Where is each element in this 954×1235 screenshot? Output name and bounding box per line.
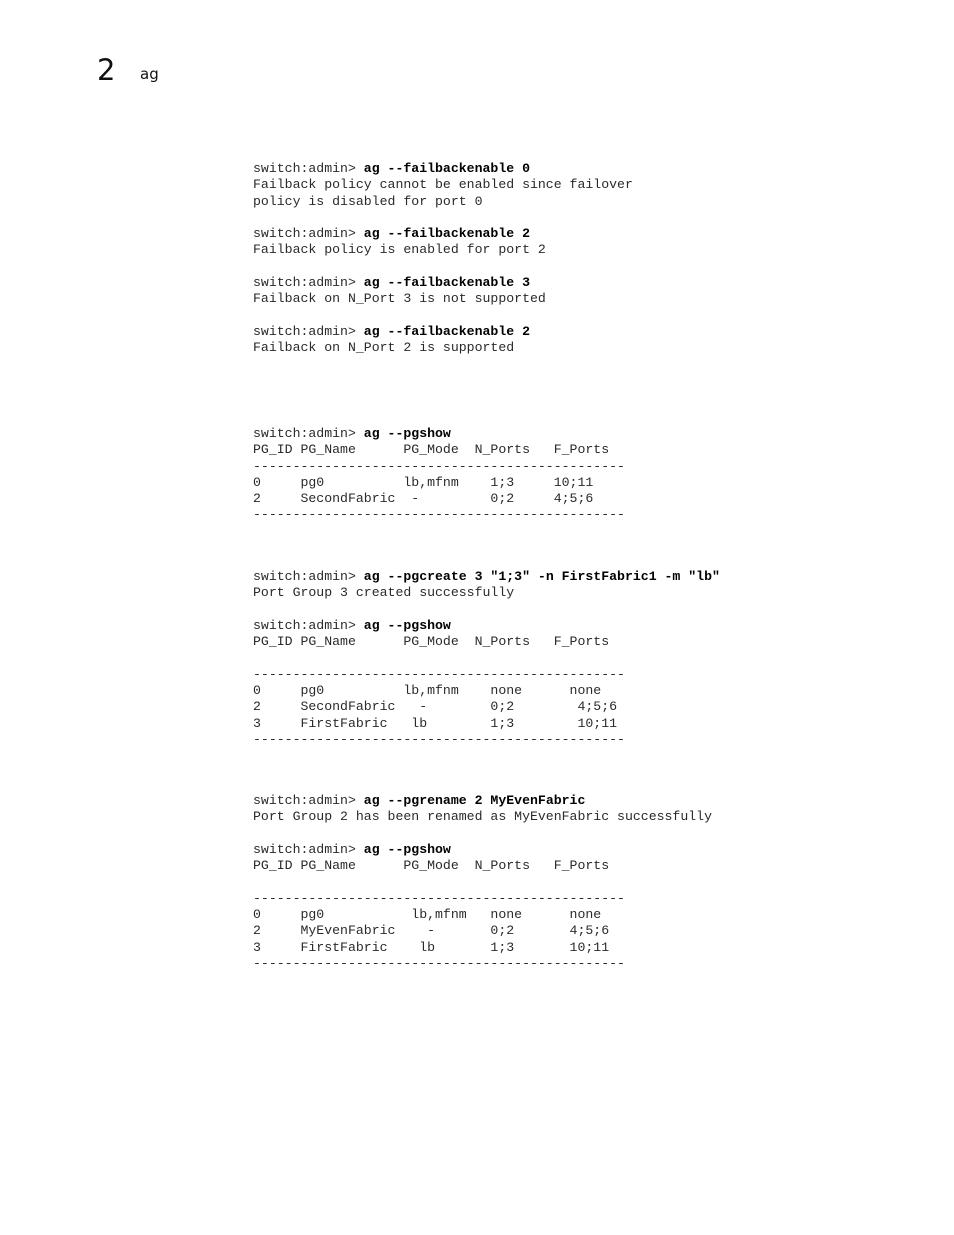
shell-prompt: switch:admin> xyxy=(253,323,364,339)
output-line: ----------------------------------------------- xyxy=(253,731,625,747)
shell-prompt: switch:admin> xyxy=(253,161,364,176)
command-line xyxy=(253,569,720,585)
command-text: ag --pgshow xyxy=(363,617,451,633)
command-text: ag --failbackenable 2 xyxy=(363,226,530,242)
command-text: ag --pgrename 2 MyEvenFabric xyxy=(363,793,586,808)
output-line: ----------------------------------------------- xyxy=(253,890,625,906)
shell-prompt: switch:admin> xyxy=(253,841,364,857)
command-line xyxy=(253,618,720,634)
command-text: ag --failbackenable 3 xyxy=(363,275,530,291)
output-line: policy is disabled for port 0 xyxy=(253,193,483,209)
shell-prompt: switch:admin> xyxy=(253,426,364,441)
failback-example-block xyxy=(253,161,633,357)
output-line: PG_ID PG_Name PG_Mode N_Ports F_Ports xyxy=(253,858,610,874)
command-line xyxy=(253,426,625,442)
blank-line xyxy=(253,602,720,618)
command-line xyxy=(253,793,712,809)
pgshow-example-block xyxy=(253,426,625,524)
output-line: 0 pg0 lb,mfnm none none xyxy=(253,683,602,699)
shell-prompt: switch:admin> xyxy=(253,275,364,291)
shell-prompt: switch:admin> xyxy=(253,793,364,808)
output-line: ----------------------------------------------- xyxy=(253,666,625,682)
output-line: Failback on N_Port 3 is not supported xyxy=(253,291,546,307)
command-text: ag --failbackenable 0 xyxy=(363,161,530,176)
output-line: Failback policy is enabled for port 2 xyxy=(253,242,546,258)
output-line: 0 pg0 lb,mfnm 1;3 10;11 xyxy=(253,474,594,490)
pgcreate-example-block xyxy=(253,569,720,748)
output-line: ----------------------------------------------- xyxy=(253,955,625,971)
command-name: ag xyxy=(140,65,159,83)
output-line: ----------------------------------------------- xyxy=(253,458,625,474)
shell-prompt: switch:admin> xyxy=(253,226,364,242)
command-line xyxy=(253,324,633,340)
shell-prompt: switch:admin> xyxy=(253,617,364,633)
output-line: 3 FirstFabric lb 1;3 10;11 xyxy=(253,939,610,955)
pgrename-example-block xyxy=(253,793,712,972)
output-line: 2 SecondFabric - 0;2 4;5;6 xyxy=(253,491,594,507)
output-line: ----------------------------------------------- xyxy=(253,507,625,523)
blank-line xyxy=(253,308,633,324)
shell-prompt: switch:admin> xyxy=(253,569,364,584)
chapter-number: 2 xyxy=(97,53,116,87)
command-line xyxy=(253,275,633,291)
output-line: 3 FirstFabric lb 1;3 10;11 xyxy=(253,715,618,731)
output-line: Port Group 3 created successfully xyxy=(253,585,515,601)
output-line: Port Group 2 has been renamed as MyEvenFabric successfully xyxy=(253,809,712,825)
command-line xyxy=(253,226,633,242)
command-text: ag --pgshow xyxy=(363,426,451,441)
blank-line xyxy=(253,259,633,275)
output-line: 2 SecondFabric - 0;2 4;5;6 xyxy=(253,699,618,715)
output-line: 0 pg0 lb,mfnm none none xyxy=(253,907,602,923)
output-line: Failback policy cannot be enabled since failover xyxy=(253,177,633,193)
command-text: ag --pgshow xyxy=(363,841,451,857)
output-line: 2 MyEvenFabric - 0;2 4;5;6 xyxy=(253,923,610,939)
output-line: Failback on N_Port 2 is supported xyxy=(253,340,515,356)
command-line xyxy=(253,842,712,858)
blank-line xyxy=(253,650,720,666)
blank-line xyxy=(253,826,712,842)
output-line: PG_ID PG_Name PG_Mode N_Ports F_Ports xyxy=(253,442,610,458)
command-text: ag --pgcreate 3 "1;3" -n FirstFabric1 -m "lb" xyxy=(363,569,720,584)
output-line: PG_ID PG_Name PG_Mode N_Ports F_Ports xyxy=(253,634,610,650)
command-line xyxy=(253,161,633,177)
blank-line xyxy=(253,210,633,226)
command-text: ag --failbackenable 2 xyxy=(363,323,530,339)
blank-line xyxy=(253,874,712,890)
